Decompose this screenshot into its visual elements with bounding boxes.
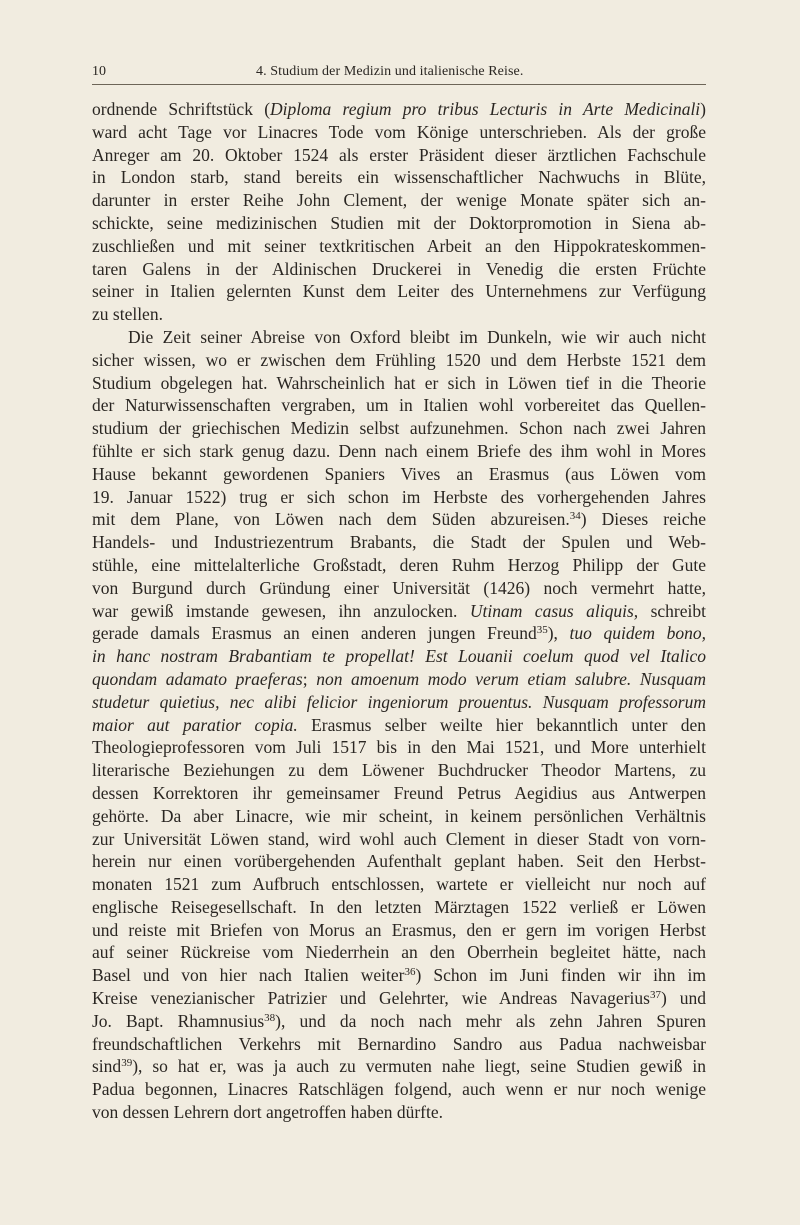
footnote-ref: 34 [569, 510, 581, 523]
text-line [92, 964, 706, 987]
text-line [92, 919, 706, 942]
text-line [92, 121, 706, 144]
text-segment: zu stellen. [92, 304, 163, 325]
text-line [92, 714, 706, 737]
text-line [92, 212, 706, 235]
text-line [92, 417, 706, 440]
text-segment: ) Schon im Juni finden wir ihn im [415, 965, 706, 986]
text-line [92, 691, 706, 714]
latin-text: maior aut paratior copia. [92, 714, 298, 735]
text-line [92, 531, 706, 554]
body-text [92, 98, 706, 1124]
text-line [92, 1033, 706, 1056]
text-line [92, 508, 706, 531]
latin-text: tuo quidem bono, [569, 623, 706, 644]
footnote-ref: 38 [264, 1011, 276, 1024]
text-line [92, 736, 706, 759]
text-segment: Theologieprofessoren vom Juli 1517 bis in den Mai 1521, und More unterhielt [92, 737, 706, 758]
text-segment: Basel und von hier nach Italien weiter [92, 965, 405, 986]
text-line [92, 577, 706, 600]
text-line [92, 941, 706, 964]
text-segment: englische Reisegesellschaft. In den letzten Märztagen 1522 verließ er Löwen [92, 896, 706, 917]
text-segment: ordnende Schriftstück ( [92, 99, 271, 119]
text-segment: ; [302, 668, 317, 689]
text-segment: Handels- und Industriezentrum Brabants, die Stadt der Spulen und Web- [92, 532, 706, 553]
running-title: 4. Studium der Medizin und italienische Reise. [256, 64, 524, 79]
text-segment: sind [92, 1056, 122, 1077]
text-line [92, 554, 706, 577]
latin-text: quondam adamato praeferas [92, 668, 303, 689]
text-line [92, 349, 706, 372]
page-header [92, 58, 706, 85]
text-line [92, 668, 706, 691]
text-segment: war gewiß imstande gewesen, ihn anzulocken. [92, 600, 470, 621]
text-segment: zur Universität Löwen stand, wird wohl auch Clement in dieser Stadt von vorn- [92, 828, 706, 849]
text-line [92, 440, 706, 463]
text-segment: ) Dieses reiche [580, 509, 706, 530]
text-segment: Kreise venezianischer Patrizier und Gelehrter, wie Andreas Navagerius [92, 988, 650, 1009]
text-segment: stühle, eine mittelalterliche Großstadt, deren Ruhm Herzog Philipp der Gute [92, 554, 706, 575]
text-segment: literarische Beziehungen zu dem Löwener Buchdrucker Theodor Martens, zu [92, 760, 706, 781]
text-segment: Hause bekannt gewordenen Spaniers Vives an Erasmus (aus Löwen vom [92, 463, 706, 484]
text-segment: freundschaftlichen Verkehrs mit Bernardino Sandro aus Padua nachweisbar [92, 1033, 706, 1054]
text-line [92, 600, 706, 623]
latin-text: Utinam casus aliquis, [469, 600, 639, 621]
text-line [92, 896, 706, 919]
footnote-ref: 37 [649, 989, 661, 1002]
text-line [92, 303, 706, 326]
text-segment: taren Galens in der Aldinischen Druckerei in Venedig die ersten Früchte [92, 258, 706, 279]
text-segment: Erasmus selber weilte hier bekanntlich unter den [297, 714, 706, 735]
text-segment: 19. Januar 1522) trug er sich schon im Herbste des vorhergehenden Jahres [92, 486, 706, 507]
footnote-ref: 35 [536, 624, 548, 637]
text-segment: Anreger am 20. Oktober 1524 als erster Präsident dieser ärztlichen Fachschule [92, 144, 706, 165]
latin-text: studetur quietius, nec alibi felicior ingeniorum prouentus. Nusquam professorum [92, 691, 706, 712]
text-segment: ), und da noch nach mehr als zehn Jahren Spuren [275, 1010, 706, 1031]
text-segment: monaten 1521 zum Aufbruch entschlossen, wartete er vielleicht nur noch auf [92, 874, 706, 895]
text-line [92, 828, 706, 851]
latin-text: Diploma regium pro tribus Lecturis in Arte Medicinali [270, 99, 701, 119]
page-number: 10 [92, 64, 106, 79]
text-line [92, 372, 706, 395]
text-segment: Jo. Bapt. Rhamnusius [92, 1010, 265, 1031]
text-line [92, 394, 706, 417]
text-segment: darunter in erster Reihe John Clement, der wenige Monate später sich an- [92, 190, 706, 211]
text-line [92, 805, 706, 828]
text-line [92, 280, 706, 303]
text-segment: mit dem Plane, von Löwen nach dem Süden abzureisen. [92, 509, 570, 530]
text-segment: in London starb, stand bereits ein wissenschaftlicher Nachwuchs in Blüte, [92, 167, 706, 188]
text-line [92, 1055, 706, 1078]
footnote-ref: 36 [404, 966, 416, 979]
text-line [92, 622, 706, 645]
latin-text: in hanc nostram Brabantiam te propellat! Est Louanii coelum quod vel Italico [92, 646, 706, 667]
text-segment: Die Zeit seiner Abreise von Oxford bleibt im Dunkeln, wie wir auch nicht [128, 326, 706, 347]
latin-text: non amoenum modo verum etiam salubre. Nusquam [316, 668, 707, 689]
text-line [92, 463, 706, 486]
text-line [92, 258, 706, 281]
text-segment: dessen Korrektoren ihr gemeinsamer Freund Petrus Aegidius aus Antwerpen [92, 782, 706, 803]
text-line [92, 850, 706, 873]
text-segment: studium der griechischen Medizin selbst aufzunehmen. Schon nach zwei Jahren [92, 418, 706, 439]
text-segment: von Burgund durch Gründung einer Universität (1426) noch vermehrt hatte, [92, 577, 706, 598]
text-line [92, 759, 706, 782]
text-segment: auf seiner Rückreise vom Niederrhein an den Oberrhein begleitet hätte, nach [92, 942, 706, 963]
text-line [92, 645, 706, 668]
footnote-ref: 39 [121, 1057, 133, 1070]
text-segment: herein nur einen vorübergehenden Aufenthalt geplant haben. Seit den Herbst- [92, 851, 706, 872]
text-segment: gehörte. Da aber Linacre, wie mir scheint, in keinem persönlichen Verhältnis [92, 805, 706, 826]
text-segment: schickte, seine medizinischen Studien mit der Doktorpromotion in Siena ab- [92, 212, 706, 233]
text-segment: der Naturwissenschaften vergraben, um in Italien wohl vorbereitet das Quellen- [92, 395, 706, 416]
text-line [92, 782, 706, 805]
text-segment: ) und [660, 988, 706, 1009]
text-line [92, 1101, 706, 1124]
text-line [92, 987, 706, 1010]
text-segment: gerade damals Erasmus an einen anderen jungen Freund [92, 623, 537, 644]
text-line [92, 98, 706, 121]
text-segment: Padua begonnen, Linacres Ratschlägen folgend, auch wenn er nur noch wenige [92, 1079, 706, 1100]
text-segment: und reiste mit Briefen von Morus an Erasmus, den er gern im vorigen Herbst [92, 919, 706, 940]
text-line [92, 144, 706, 167]
text-line [92, 1010, 706, 1033]
text-segment: seiner in Italien gelernten Kunst dem Leiter des Unternehmens zur Verfügung [92, 281, 706, 302]
text-segment: sicher wissen, wo er zwischen dem Frühling 1520 und dem Herbste 1521 dem [92, 349, 706, 370]
text-segment: schreibt [638, 600, 706, 621]
text-segment: ward acht Tage vor Linacres Tode vom Könige unterschrieben. Als der große [92, 121, 706, 142]
text-line [92, 326, 706, 349]
text-line [92, 486, 706, 509]
text-segment: zuschließen und mit seiner textkritischen Arbeit an den Hippokrateskommen- [92, 235, 706, 256]
text-line [92, 1078, 706, 1101]
text-segment: von dessen Lehrern dort angetroffen haben dürfte. [92, 1102, 443, 1123]
text-segment: ), so hat er, was ja auch zu vermuten nahe liegt, seine Studien gewiß in [132, 1056, 706, 1077]
text-line [92, 873, 706, 896]
text-line [92, 189, 706, 212]
text-segment: Studium obgelegen hat. Wahrscheinlich hat er sich in Löwen tief in die Theorie [92, 372, 706, 393]
text-line [92, 235, 706, 258]
text-segment: ), [547, 623, 570, 644]
text-segment: fühlte er sich stark genug dazu. Denn nach einem Briefe des ihm wohl in Mores [92, 440, 706, 461]
text-segment: ) [700, 99, 706, 119]
text-line [92, 166, 706, 189]
